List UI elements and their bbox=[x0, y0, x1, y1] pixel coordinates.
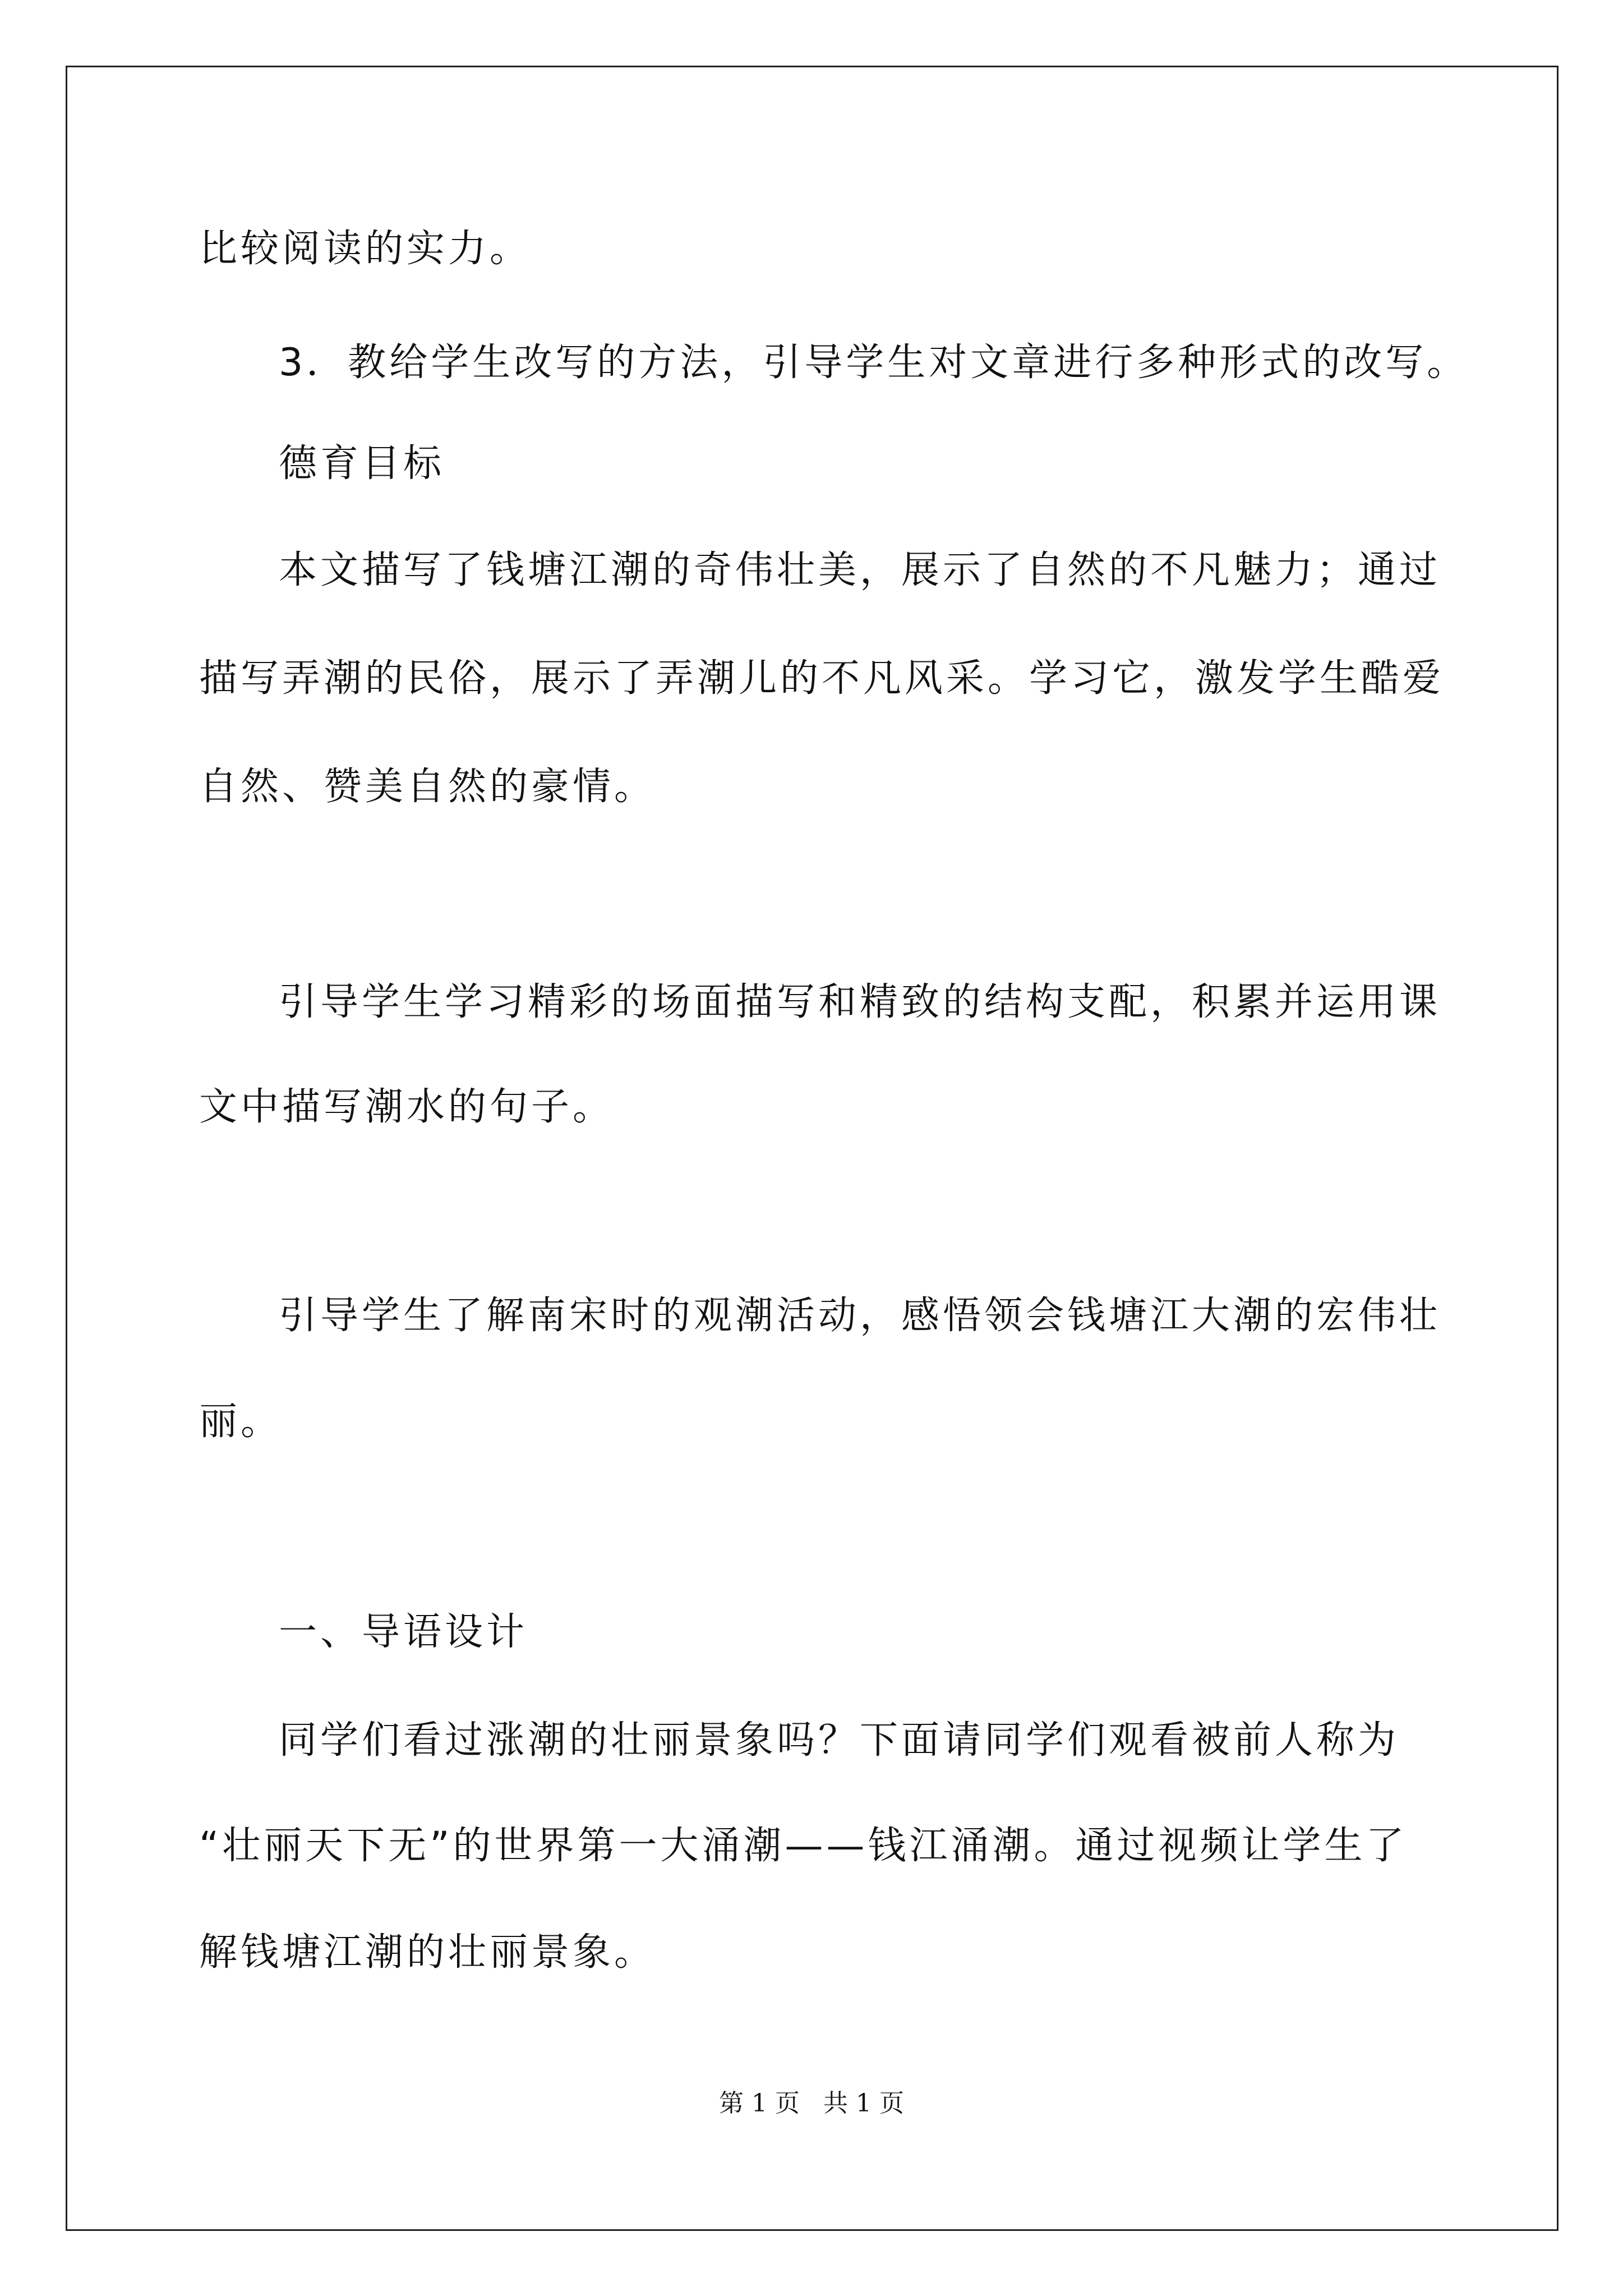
text-line-8: 文中描写潮水的句子。 bbox=[199, 1085, 615, 1129]
text-line-10: 丽。 bbox=[199, 1400, 283, 1444]
section-heading-intro-design: 一、导语设计 bbox=[279, 1610, 528, 1654]
text-line-12: 同学们看过涨潮的壮丽景象吗？下面请同学们观看被前人称为 bbox=[279, 1718, 1400, 1763]
text-line-4: 本文描写了钱塘江潮的奇伟壮美，展示了自然的不凡魅力；通过 bbox=[279, 548, 1441, 592]
section-heading-moral-goal: 德育目标 bbox=[279, 441, 445, 486]
text-line-13: “壮丽天下无”的世界第一大涌潮——钱江涌潮。通过视频让学生了 bbox=[199, 1824, 1408, 1868]
text-line-9: 引导学生了解南宋时的观潮活动，感悟领会钱塘江大潮的宏伟壮 bbox=[279, 1294, 1441, 1338]
page-number: 第 1 页 共 1 页 bbox=[719, 2089, 904, 2118]
text-line-6: 自然、赞美自然的豪情。 bbox=[199, 765, 656, 809]
text-line-14: 解钱塘江潮的壮丽景象。 bbox=[199, 1930, 656, 1975]
page-frame bbox=[66, 66, 1559, 2231]
text-line-7: 引导学生学习精彩的场面描写和精致的结构支配，积累并运用课 bbox=[279, 980, 1441, 1024]
text-line-5: 描写弄潮的民俗，展示了弄潮儿的不凡风采。学习它，激发学生酷爱 bbox=[199, 656, 1445, 701]
text-line-2: 3．教给学生改写的方法，引导学生对文章进行多种形式的改写。 bbox=[279, 341, 1469, 385]
text-line-1: 比较阅读的实力。 bbox=[199, 227, 532, 271]
